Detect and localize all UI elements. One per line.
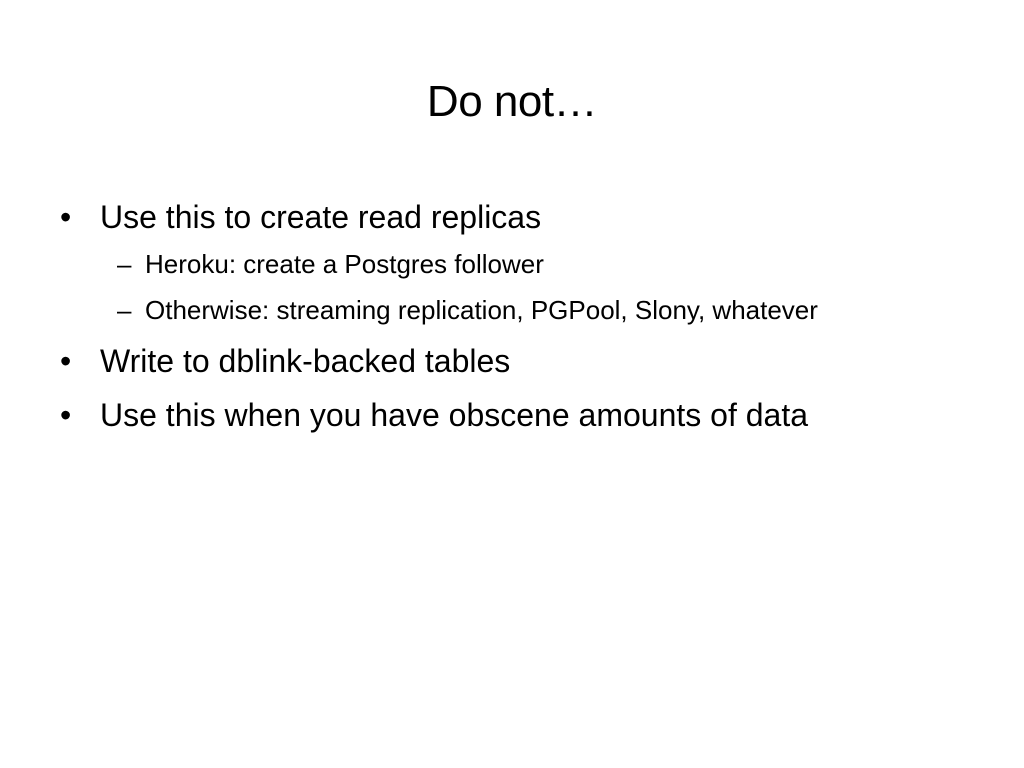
bullet-item — [60, 392, 960, 438]
sub-bullet-list — [100, 246, 960, 328]
bullet-item — [60, 194, 960, 328]
bullet-icon: • — [60, 397, 72, 433]
bullet-icon: • — [60, 343, 72, 379]
dash-icon: – — [117, 295, 132, 325]
bullet-text: Use this when you have obscene amounts of data — [100, 397, 808, 433]
sub-bullet-item — [100, 292, 960, 328]
bullet-icon: • — [60, 199, 72, 235]
bullet-text: Use this to create read replicas — [100, 199, 542, 235]
dash-icon: – — [117, 249, 132, 279]
sub-bullet-text: Otherwise: streaming replication, PGPool, Slony, whatever — [145, 295, 818, 325]
bullet-item — [60, 338, 960, 384]
sub-bullet-item — [100, 246, 960, 282]
bullet-list — [60, 194, 960, 446]
bullet-text: Write to dblink-backed tables — [100, 343, 511, 379]
slide-title: Do not… — [426, 77, 598, 126]
sub-bullet-text: Heroku: create a Postgres follower — [145, 249, 544, 279]
